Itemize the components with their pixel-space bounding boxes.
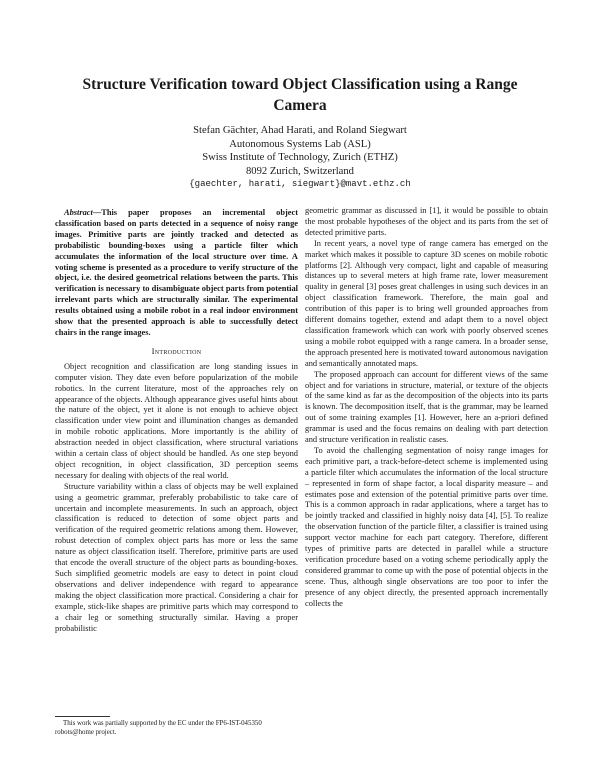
section-heading-introduction: Introduction — [151, 345, 202, 356]
author-names: Stefan Gächter, Ahad Harati, and Roland Siegwart — [193, 125, 407, 136]
intro-paragraph: geometric grammar as discussed in [1], it would be possible to obtain the most probable hypotheses of the object and its parts from the set of detected primitive parts. — [305, 206, 548, 237]
intro-paragraph: To avoid the challenging segmentation of noisy range images for each primitive part, a track-before-detect scheme is implemented using a particle filter which accumulates the information of the local structure – represented in form of shape factor, a local disparity measure – and estimates pose and extension of the potential primitive parts over time. This is a common approach in radar applications, where a target has to be jointly tracked and classified in highly noisy data [4], [5]. To realize the observation function of the particle filter, a classifier is trained using support vector machine for each part category. Therefore, different types of primitive parts are detected in parallel while a structure verification procedure based on a voting scheme periodically apply the considered grammar to come up with the pose of potential objects in the scene. Thus, although single observations are too poor to infer the presence of any object directly, the presented approach incrementally collects the — [305, 445, 548, 608]
intro-paragraph: Structure variability within a class of objects may be well explained using a geometric grammar, preferably probabilistic to take care of uncertain and incomplete measurements. In such an approach, object classification is reduced to detection of some object parts and verification of the required geometric relations among them. However, robust detection of complex object parts has more or less the same nature as object classification itself. Therefore, primitive parts are used that encode the overall structure of the object parts as bounding-boxes. Such simplified geometric models are easy to detect in point cloud observations and deliver independence with regard to appearance making the object classification more practical. Considering a chair for example, stick-like shapes are primitive parts which may correspond to a chair leg or something structurally similar. Having a proper probabilistic — [55, 481, 298, 633]
abstract-label: Abstract — [64, 208, 93, 217]
author-institute: Swiss Institute of Technology, Zurich (ETHZ) — [202, 152, 398, 164]
author-block — [100, 124, 500, 192]
intro-paragraph: In recent years, a novel type of range camera has emerged on the market which makes it possible to capture 3D scenes on mobile robotic platforms [2]. Although very compact, light and capable of measuring distances up to several meters at high frame rate, lower measurement quality in general [3] poses great challenges in using such devices in an object classification framework. Therefore, the main goal and contribution of this paper is to bring well grounded approaches from different domains together, extend and adapt them to a novel object classification framework which can work with poorly observed scenes using a mobile robot equipped with a range camera. In a broader sense, the approach presented here is motivated toward autonomous navigation and semantically annotated maps. — [305, 238, 548, 368]
right-column — [305, 206, 548, 610]
intro-paragraph: The proposed approach can account for different views of the same object and for variations in structure, material, or texture of the objects of the same kind as far as the decomposition of the objects into its parts is known. The decomposition itself, that is the grammar, may be learned out of some training examples [1]. However, here an a-priori defined grammar is used and the focus remains on dealing with part detection and structure verification in realistic cases. — [305, 369, 548, 445]
funding-footnote: This work was partially supported by the EC under the FP6-IST-045350 robots@home project. — [55, 720, 262, 736]
left-column — [55, 208, 298, 634]
author-lab: Autonomous Systems Lab (ASL) — [229, 138, 371, 150]
abstract — [55, 208, 298, 339]
author-address: 8092 Zurich, Switzerland — [246, 165, 354, 177]
abstract-text: —This paper proposes an incremental object classification based on parts detected in a sequence of noisy range images. Primitive parts are jointly tracked and detected as probabilistic bounding-boxes using a particle filter which accumulates the information of the local structure over time. A voting scheme is presented as a procedure to verify structure of the object, i.e. the desired geometrical relations between the parts. This verification is necessary to disambiguate object parts from potential irrelevant parts which are structurally similar. The experimental results obtained using a mobile robot in a real indoor environment show that the presented approach is able to successfully detect chairs in the range images. — [55, 208, 298, 337]
paper-title: Structure Verification toward Object Classification using a Range Camera — [82, 76, 518, 114]
author-email: {gaechter, harati, siegwart}@mavt.ethz.ch — [189, 179, 411, 190]
footnote-divider — [55, 716, 110, 717]
intro-paragraph: Object recognition and classification are long standing issues in computer vision. They date even before popularization of the mobile robotics. In the current literature, most of the approaches rely on appearance of the objects. Although appearance gives useful hints about the nature of the object, yet it alone is not enough to achieve object classification under view point and illumination changes as demanded in mobile robotic applications. More importantly is the ability of abstraction needed in object classification, where structural variations within a certain class of object should be handled. As one step beyond object recognition, in object classification, 3D perception seems necessary for dealing with objects of the real world. — [55, 361, 298, 480]
